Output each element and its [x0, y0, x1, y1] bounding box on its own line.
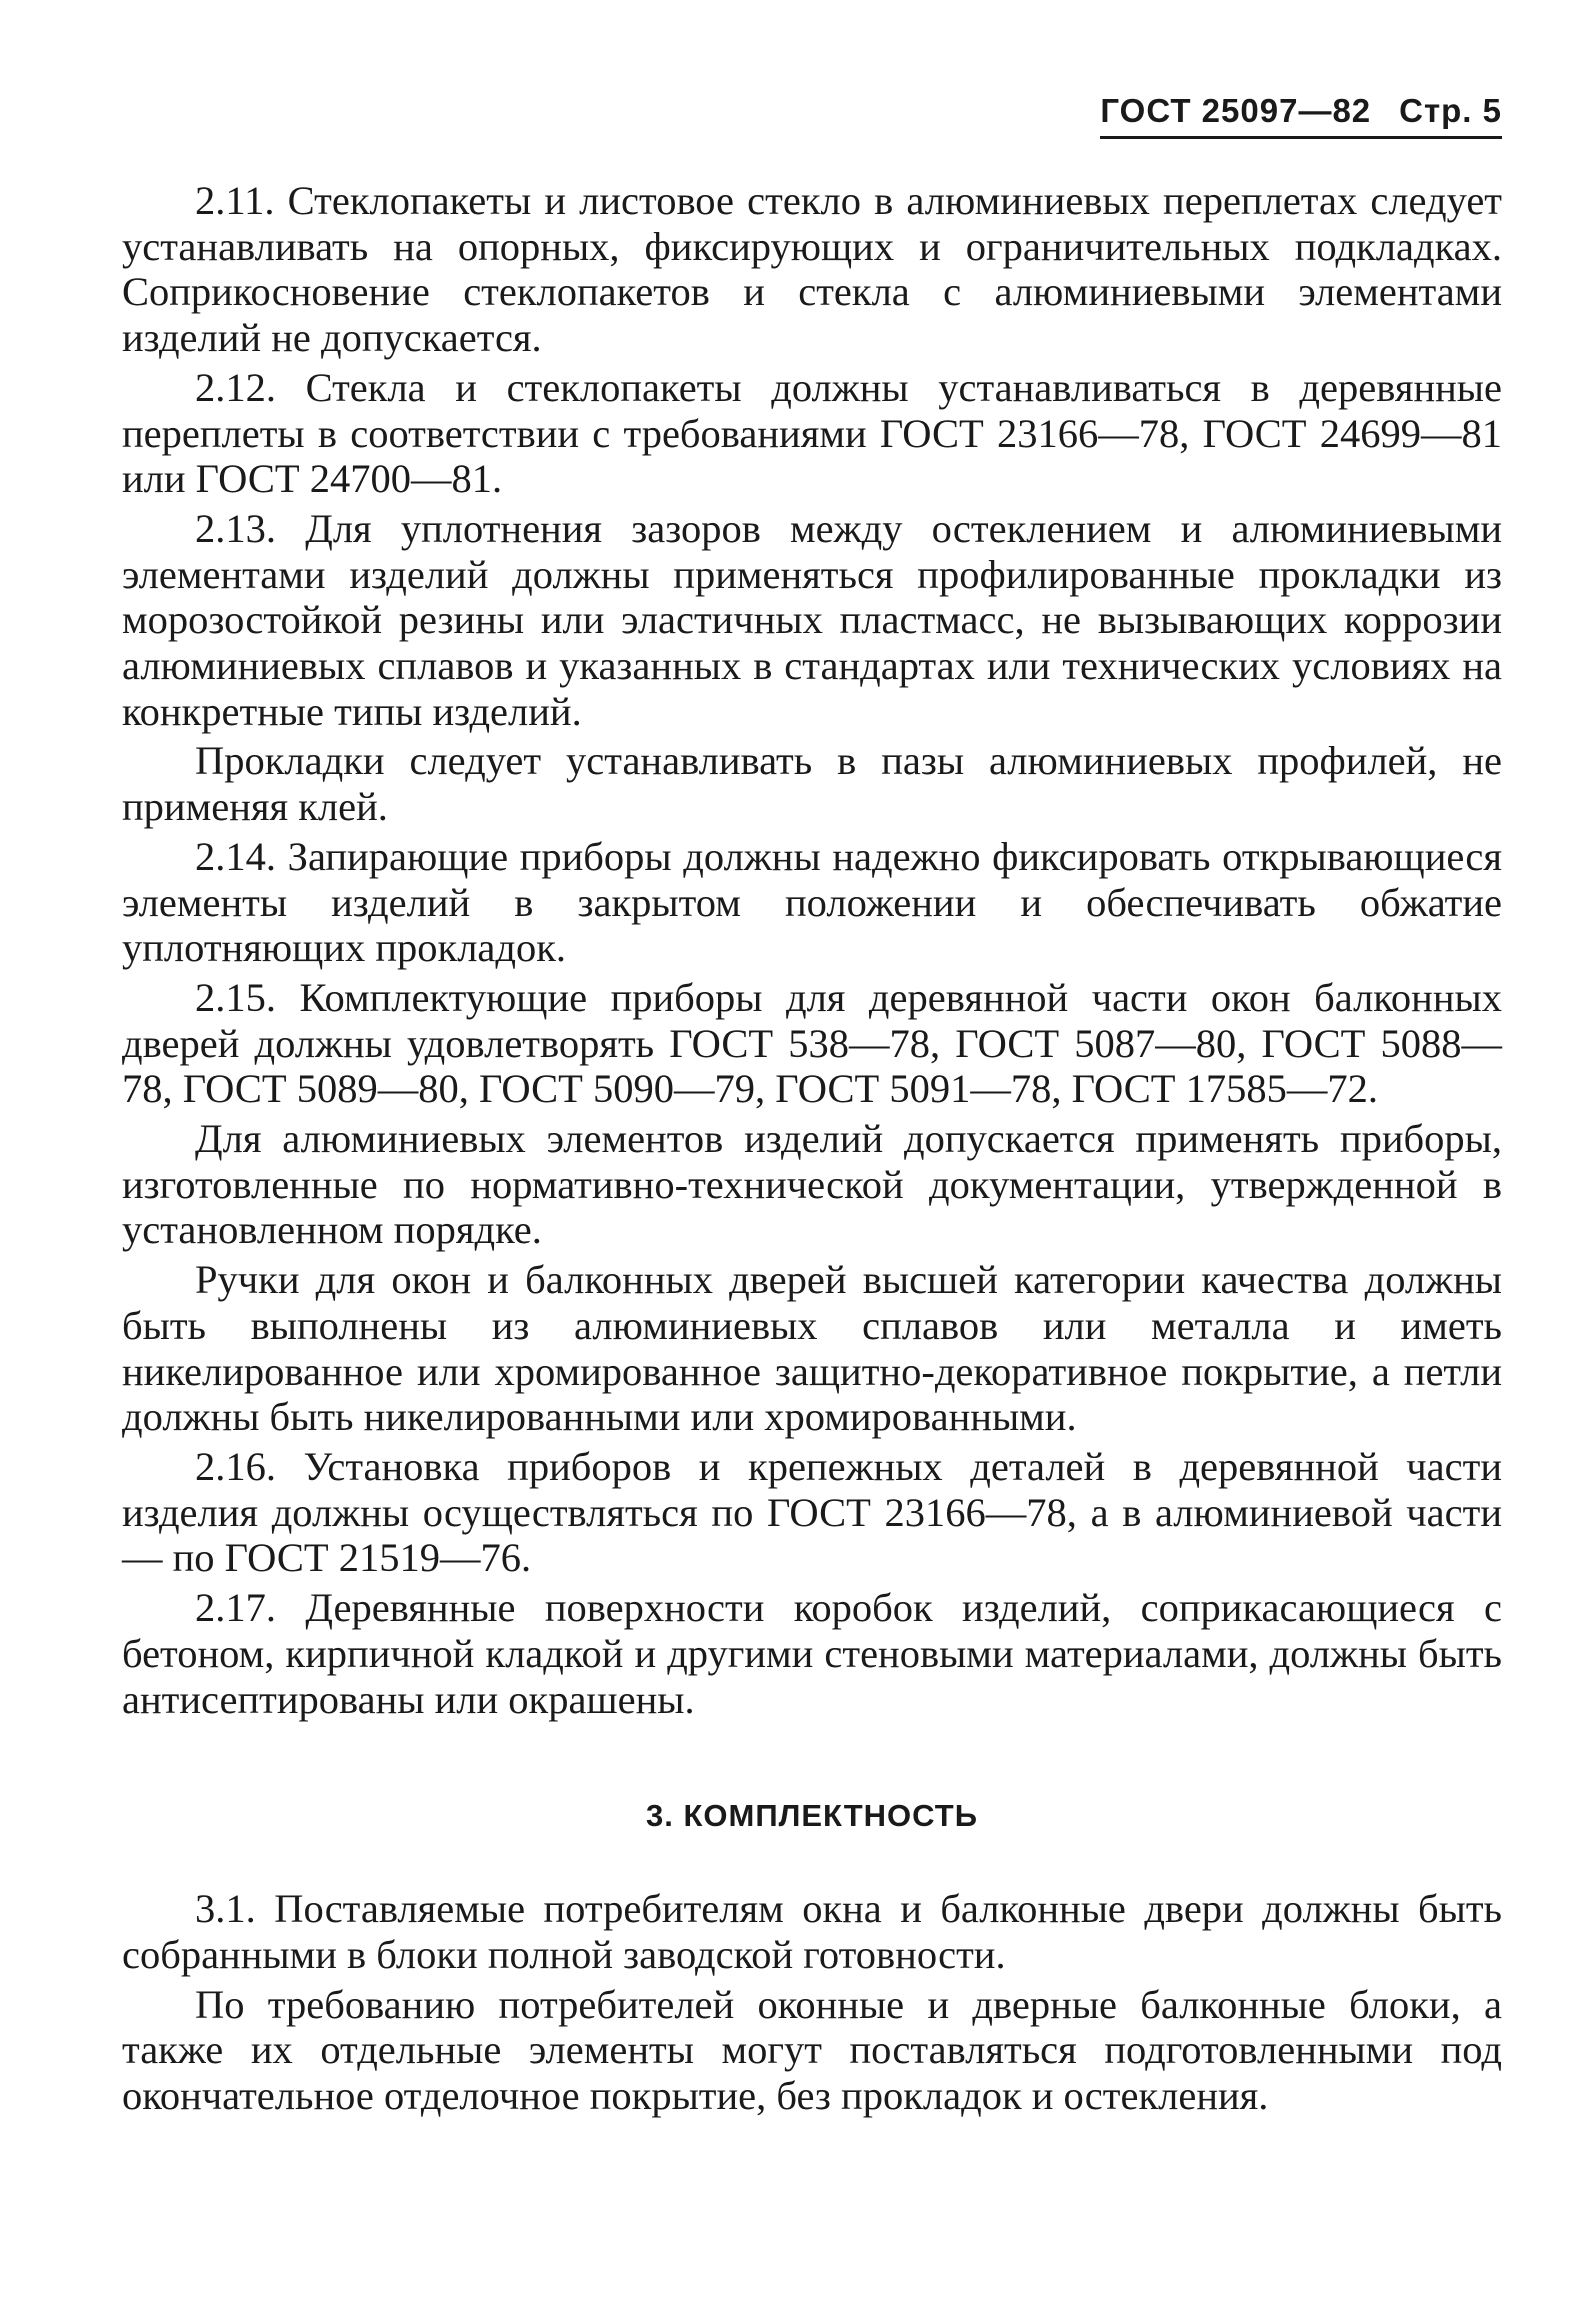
paragraph-2-13-gaskets: Прокладки следует устанавливать в пазы алюминиевых профилей, не применяя клей.	[122, 738, 1502, 830]
paragraph-2-14: 2.14. Запирающие приборы должны надежно фиксировать открывающиеся элементы изделий в закрытом положении и обеспечивать обжатие уплотняющих прокладок.	[122, 833, 1502, 971]
paragraph-2-16: 2.16. Установка приборов и крепежных деталей в деревянной части изделия должны осуществляться по ГОСТ 23166—78, а в алюминиевой части — по ГОСТ 21519—76.	[122, 1443, 1502, 1581]
running-header	[1100, 92, 1502, 139]
document-body	[122, 178, 1502, 2119]
paragraph-2-13: 2.13. Для уплотнения зазоров между остеклением и алюминиевыми элементами изделий должны применяться профилированные прокладки из морозостойкой резины или эластичных пластмасс, не вызывающих коррозии алюминиевых сплавов и указанных в стандартах или технических условиях на конкретные типы изделий.	[122, 505, 1502, 734]
document-id: ГОСТ 25097—82	[1100, 92, 1372, 129]
paragraph-3-1-request: По требованию потребителей оконные и дверные балконные блоки, а также их отдельные элементы могут поставляться подготовленными под окончательное отделочное покрытие, без прокладок и остекления.	[122, 1981, 1502, 2119]
page-number: Стр. 5	[1399, 92, 1502, 129]
paragraph-2-15-handles: Ручки для окон и балконных дверей высшей категории качества должны быть выполнены из алюминиевых сплавов или металла и иметь никелированное или хромированное защитно-декоративное покрытие, а петли должны быть никелированными или хромированными.	[122, 1257, 1502, 1440]
paragraph-2-15: 2.15. Комплектующие приборы для деревянной части окон балконных дверей должны удовлетворять ГОСТ 538—78, ГОСТ 5087—80, ГОСТ 5088—78, ГОСТ 5089—80, ГОСТ 5090—79, ГОСТ 5091—78, ГОСТ 17585—72.	[122, 974, 1502, 1112]
paragraph-2-12: 2.12. Стекла и стеклопакеты должны устанавливаться в деревянные переплеты в соответствии с требованиями ГОСТ 23166—78, ГОСТ 24699—81 или ГОСТ 24700—81.	[122, 364, 1502, 502]
section-title: 3. КОМПЛЕКТНОСТЬ	[646, 1798, 978, 1834]
paragraph-2-17: 2.17. Деревянные поверхности коробок изделий, соприкасающиеся с бетоном, кирпичной кладкой и другими стеновыми материалами, должны быть антисептированы или окрашены.	[122, 1585, 1502, 1722]
paragraph-3-1: 3.1. Поставляемые потребителям окна и балконные двери должны быть собранными в блоки полной заводской готовности.	[122, 1886, 1502, 1977]
paragraph-2-11: 2.11. Стеклопакеты и листовое стекло в алюминиевых переплетах следует устанавливать на опорных, фиксирующих и ограничительных подкладках. Соприкосновение стеклопакетов и стекла с алюминиевыми элементами изделий не допускается.	[122, 178, 1502, 361]
paragraph-2-15-aluminium: Для алюминиевых элементов изделий допускается применять приборы, изготовленные по нормативно-технической документации, утвержденной в установленном порядке.	[122, 1116, 1502, 1253]
